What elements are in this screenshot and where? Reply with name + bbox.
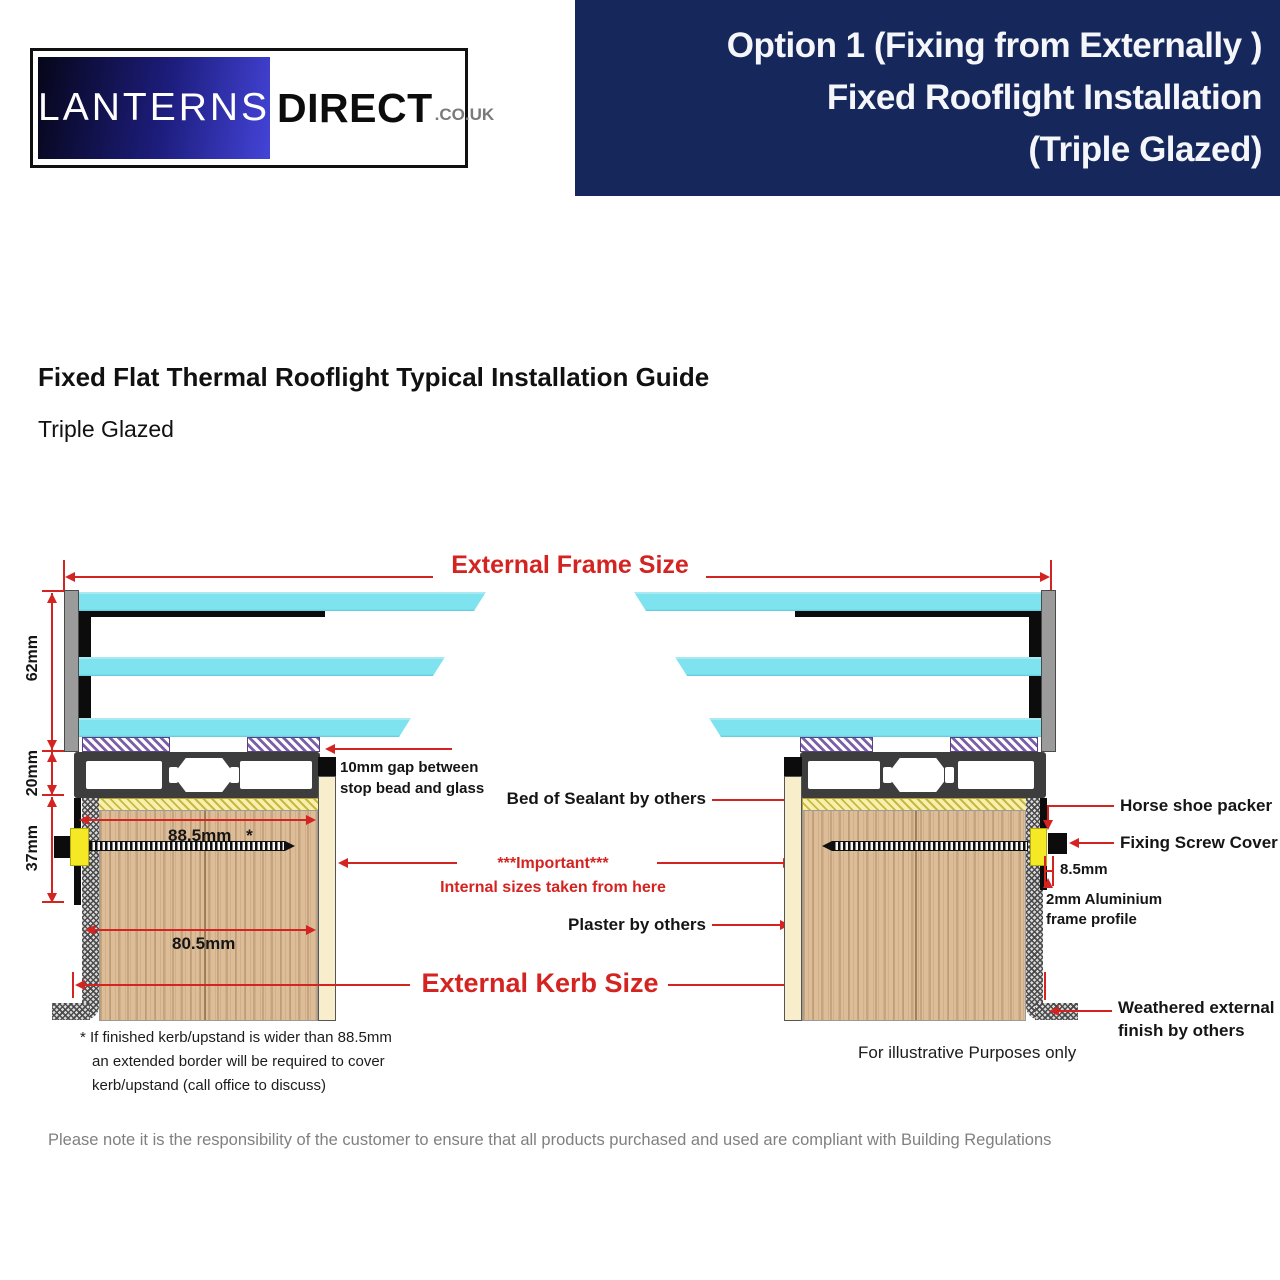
plaster-label: Plaster by others	[568, 915, 706, 934]
kerb-size-line-left	[84, 984, 410, 986]
dim-arrow	[306, 925, 316, 935]
plaster-callout-line	[712, 924, 782, 926]
fixing-screw-cover-label: Fixing Screw Cover	[1120, 833, 1278, 852]
fixing-screw-cover-left	[54, 836, 70, 858]
banner-line-1: Option 1 (Fixing from Externally )	[726, 26, 1262, 65]
weathered-finish-label	[1118, 996, 1275, 1042]
glazing-spacer-right-upper	[1029, 617, 1041, 657]
thermal-break-nub	[230, 767, 239, 783]
dim-arrow	[85, 925, 95, 935]
footnote-line2: an extended border will be required to cover	[92, 1053, 385, 1070]
alu-profile-label	[1046, 890, 1162, 930]
glass-pane-middle-left	[79, 657, 445, 676]
dim-arrow	[306, 815, 316, 825]
horse-shoe-packer-label: Horse shoe packer	[1120, 796, 1273, 815]
weathered-label-line2: finish by others	[1118, 1021, 1245, 1040]
weathered-callout-line	[1058, 1010, 1112, 1012]
dim-tick	[42, 794, 64, 796]
gasket-right-inner	[800, 737, 873, 752]
glazing-spacer-left-upper	[79, 617, 91, 657]
screw-cover-callout-line	[1078, 842, 1114, 844]
aluminium-frame-right	[800, 752, 1046, 798]
glazing-spacer-bar-left	[79, 611, 325, 617]
gap-callout-arrow	[325, 744, 335, 754]
external-frame-size-label: External Frame Size	[451, 551, 689, 579]
option-banner	[575, 0, 1280, 196]
gasket-left-inner	[247, 737, 320, 752]
weathered-label-line1: Weathered external	[1118, 998, 1275, 1017]
thermal-break-chamber	[892, 758, 944, 792]
page-title: Fixed Flat Thermal Rooflight Typical Installation Guide	[38, 362, 710, 392]
dim-line-62mm	[51, 593, 53, 750]
dim-label-88mm	[168, 826, 253, 846]
frame-size-arrow-left	[65, 572, 75, 582]
internal-callout-arrow-left	[338, 858, 348, 868]
dim-tick	[42, 590, 64, 592]
alu-label-line2: frame profile	[1046, 911, 1137, 928]
frame-chamber	[86, 761, 162, 789]
internal-lining-right	[784, 776, 802, 1021]
alu-label-line1: 2mm Aluminium	[1046, 891, 1163, 908]
thermal-break-chamber	[178, 758, 230, 792]
screw-tip-left	[285, 841, 295, 851]
glass-pane-top-right	[634, 592, 1041, 611]
footnote-line1: * If finished kerb/upstand is wider than 88.5mm	[80, 1029, 392, 1046]
frame-chamber	[240, 761, 312, 789]
dim-line-37mm	[51, 797, 53, 903]
fixing-screw-right	[832, 841, 1028, 851]
thermal-break-nub	[883, 767, 892, 783]
lanterns-direct-logo	[30, 48, 495, 168]
alu-profile-arrow	[1043, 878, 1053, 888]
glass-pane-top-left	[79, 592, 486, 611]
kerb-size-tick-right	[1044, 972, 1046, 1000]
glass-pane-bottom-left	[79, 718, 411, 737]
gasket-left-outer	[82, 737, 170, 752]
footnote-line3: kerb/upstand (call office to discuss)	[92, 1077, 327, 1094]
gap-label-line1: 10mm gap between	[340, 759, 479, 776]
logo-lanterns-text: LANTERNS	[38, 86, 271, 129]
banner-line-2: Fixed Rooflight Installation	[826, 78, 1262, 117]
internal-sizes-label: Internal sizes taken from here	[440, 879, 666, 896]
kerb-footnote	[80, 1026, 392, 1098]
frame-size-line-left	[68, 576, 433, 578]
outer-frame-cap-left	[64, 590, 79, 752]
logo-tld-text: .CO.UK	[434, 105, 495, 124]
thermal-break-nub	[169, 767, 178, 783]
weathered-finish-leg-left	[52, 1003, 90, 1020]
gasket-right-outer	[950, 737, 1038, 752]
dim-arrow	[47, 593, 57, 603]
screw-cover-callout-arrow	[1069, 838, 1079, 848]
dim-arrow	[79, 815, 89, 825]
stop-bead-marker-left	[318, 757, 336, 776]
thermal-break-nub	[945, 767, 954, 783]
dim-label-80mm: 80.5mm	[172, 934, 236, 953]
glass-pane-bottom-right	[709, 718, 1041, 737]
packer-callout-arrow	[1043, 820, 1053, 830]
dim-arrow	[47, 797, 57, 807]
illustrative-note: For illustrative Purposes only	[858, 1043, 1077, 1062]
sealant-label: Bed of Sealant by others	[506, 789, 706, 808]
glazing-spacer-right-lower	[1029, 676, 1041, 718]
banner-line-3: (Triple Glazed)	[1028, 130, 1262, 169]
compliance-disclaimer: Please note it is the responsibility of the customer to ensure that all products purchased and used are compliant with Building Regulations	[48, 1131, 1052, 1149]
packer-callout-line-h	[1048, 805, 1114, 807]
logo-gradient-block	[38, 57, 270, 159]
stop-bead-marker-right	[784, 757, 802, 776]
page-subtitle: Triple Glazed	[38, 416, 174, 442]
dim-88mm-value: 88.5mm	[168, 826, 232, 845]
kerb-size-tick-left	[72, 972, 74, 998]
glazing-spacer-left-lower	[79, 676, 91, 718]
external-kerb-size-label: External Kerb Size	[421, 968, 659, 998]
gap-callout-line	[334, 748, 452, 750]
logo-direct-text: DIRECT	[277, 84, 433, 131]
dim-arrow	[47, 752, 57, 762]
internal-callout-line-left	[347, 862, 457, 864]
packer-callout-line-v	[1047, 805, 1049, 821]
dim-arrow	[47, 740, 57, 750]
important-label: ***Important***	[497, 855, 609, 872]
frame-size-arrow-right	[1040, 572, 1050, 582]
dim-label-62mm: 62mm	[24, 635, 41, 682]
frame-chamber	[808, 761, 880, 789]
dim-label-37mm: 37mm	[24, 825, 41, 872]
fixing-screw-cover-right	[1048, 833, 1067, 854]
dim-line-80mm	[88, 929, 314, 931]
internal-callout-line-right	[657, 862, 785, 864]
gap-label-line2: stop bead and glass	[340, 780, 485, 797]
weathered-callout-arrow	[1049, 1006, 1059, 1016]
dim-label-20mm: 20mm	[24, 750, 41, 797]
frame-size-line-right	[706, 576, 1042, 578]
horse-shoe-packer-left	[70, 828, 89, 866]
dim-line-88mm	[82, 819, 314, 821]
edge-gap-label: 8.5mm	[1060, 861, 1108, 878]
dim-88mm-asterisk: *	[246, 826, 253, 845]
frame-size-tick-right	[1050, 560, 1052, 592]
dim-tick	[42, 901, 64, 903]
gap-dim-bar	[1044, 870, 1054, 872]
aluminium-frame-left	[74, 752, 320, 798]
frame-chamber	[958, 761, 1034, 789]
glazing-spacer-bar-right	[795, 611, 1041, 617]
screw-tip-right	[822, 841, 832, 851]
glass-pane-middle-right	[675, 657, 1041, 676]
outer-frame-cap-right	[1041, 590, 1056, 752]
sealant-callout-line	[712, 799, 788, 801]
